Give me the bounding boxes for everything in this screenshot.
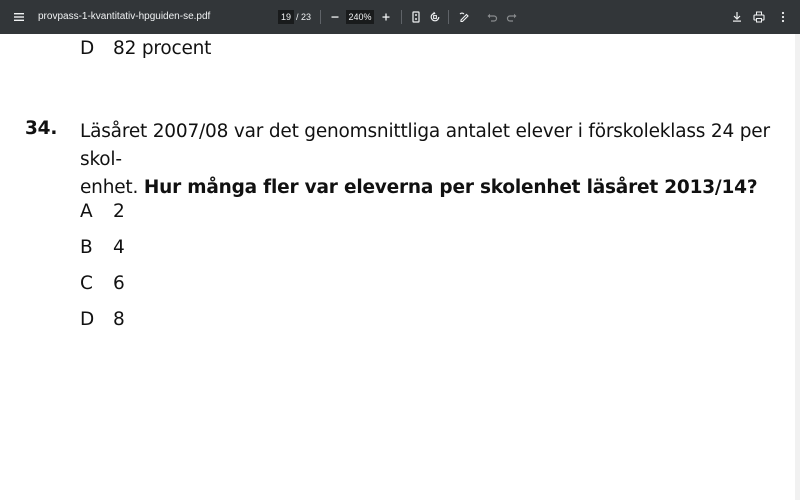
more-vert-icon[interactable] bbox=[770, 4, 796, 30]
toolbar-divider bbox=[448, 10, 449, 24]
hamburger-menu-icon[interactable] bbox=[6, 4, 32, 30]
question-bold-text: Hur många fler var eleverna per skolenhet läsåret 2013/14? bbox=[143, 177, 758, 198]
question-text bbox=[80, 118, 780, 202]
document-title: provpass-1-kvantitativ-hpguiden-se.pdf bbox=[38, 11, 211, 22]
redo-icon[interactable] bbox=[499, 4, 525, 30]
zoom-level-input[interactable] bbox=[346, 10, 374, 24]
pdf-page bbox=[0, 34, 795, 500]
total-pages: 23 bbox=[301, 12, 312, 22]
question-number: 34. bbox=[25, 118, 58, 139]
print-icon[interactable] bbox=[746, 4, 772, 30]
zoom-out-icon[interactable] bbox=[322, 4, 348, 30]
option-letter: D bbox=[80, 309, 95, 330]
toolbar-divider bbox=[320, 10, 321, 24]
toolbar-divider bbox=[401, 10, 402, 24]
answer-options bbox=[80, 201, 125, 345]
pdf-toolbar bbox=[0, 0, 800, 34]
page-number-input[interactable] bbox=[278, 10, 294, 24]
zoom-in-icon[interactable] bbox=[373, 4, 399, 30]
question-line-2 bbox=[80, 174, 780, 202]
option-text: 6 bbox=[113, 273, 125, 294]
pdf-viewer[interactable] bbox=[0, 34, 800, 500]
rotate-icon[interactable] bbox=[422, 4, 448, 30]
previous-question-option bbox=[80, 38, 211, 59]
option-text: 82 procent bbox=[113, 38, 212, 59]
annotate-icon[interactable] bbox=[452, 4, 478, 30]
option-text: 2 bbox=[113, 201, 125, 222]
vertical-scrollbar[interactable] bbox=[795, 34, 800, 500]
answer-option-c bbox=[80, 273, 125, 309]
question-line-2-prefix: enhet. bbox=[80, 177, 144, 198]
option-letter: B bbox=[80, 237, 93, 258]
answer-option-d bbox=[80, 309, 125, 345]
option-letter: C bbox=[80, 273, 93, 294]
answer-option-a bbox=[80, 201, 125, 237]
option-letter: A bbox=[80, 201, 93, 222]
option-text: 4 bbox=[113, 237, 125, 258]
option-text: 8 bbox=[113, 309, 125, 330]
answer-option-b bbox=[80, 237, 125, 273]
question-line-1: Läsåret 2007/08 var det genomsnittliga antalet elever i förskoleklass 24 per skol- bbox=[80, 121, 770, 170]
option-letter: D bbox=[80, 38, 95, 59]
page-separator: / bbox=[296, 12, 299, 22]
